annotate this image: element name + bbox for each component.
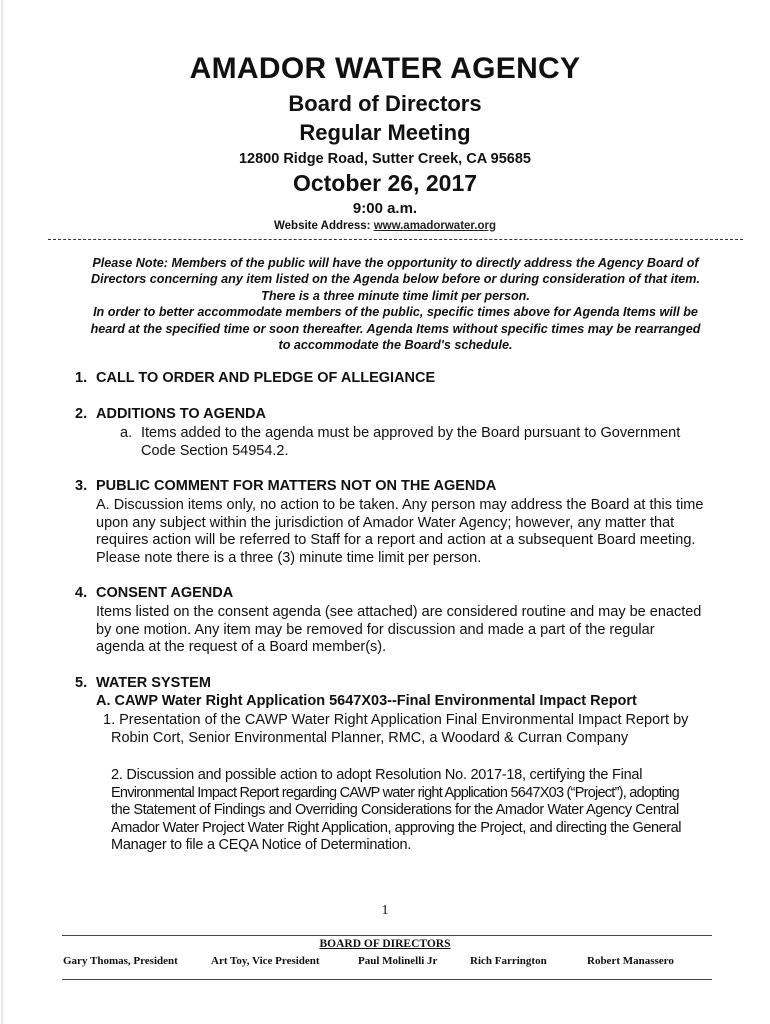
page-number: 1 xyxy=(381,903,389,918)
dashed-divider xyxy=(48,239,743,240)
note-line: There is a three minute time limit per person. xyxy=(261,288,530,303)
item-body xyxy=(96,497,756,567)
meeting-time: 9:00 a.m. xyxy=(352,200,418,217)
body-line: Manager to file a CEQA Notice of Determination. xyxy=(111,837,412,854)
body-line: the Statement of Findings and Overriding Considerations for the Amador Water Agency Central xyxy=(111,802,679,819)
footer-title: BOARD OF DIRECTORS xyxy=(319,938,451,950)
item-body xyxy=(141,425,751,460)
item-paragraph-2 xyxy=(111,767,761,855)
note-line: to accommodate the Board's schedule. xyxy=(278,338,513,353)
meeting-address: 12800 Ridge Road, Sutter Creek, CA 95685 xyxy=(238,151,531,167)
note-line: In order to better accommodate members of the public, specific times above for Agenda Items will be xyxy=(93,305,698,320)
board-title: Board of Directors xyxy=(288,91,482,116)
body-line: Environmental Impact Report regarding CAWP water right Application 5647X03 (“Project”), adopting xyxy=(111,784,679,801)
body-line: Code Section 54954.2. xyxy=(141,442,289,459)
body-line: A. Discussion items only, no action to be taken. Any person may address the Board at this time xyxy=(96,497,704,513)
board-member: Art Toy, Vice President xyxy=(211,955,320,967)
website-line xyxy=(0,220,770,232)
meeting-date: October 26, 2017 xyxy=(292,170,478,196)
item-number: 5. xyxy=(75,675,88,691)
item-title: CONSENT AGENDA xyxy=(96,585,234,601)
board-member: Paul Molinelli Jr xyxy=(358,955,438,967)
meeting-type: Regular Meeting xyxy=(299,120,471,145)
item-number: 4. xyxy=(75,585,88,601)
body-line: agenda at the request of a Board member(s). xyxy=(96,639,387,656)
body-line: 1. Presentation of the CAWP Water Right Application Final Environmental Impact Report by xyxy=(103,712,689,728)
public-note xyxy=(48,255,743,353)
body-line: upon any subject within the jurisdiction of Amador Water Agency; however, any matter that xyxy=(96,514,675,531)
note-line: Directors concerning any item listed on the Agenda below before or during consideration of that item. xyxy=(90,272,700,287)
board-member: Rich Farrington xyxy=(470,955,547,967)
body-line: Items added to the agenda must be approved by the Board pursuant to Government xyxy=(141,425,681,441)
item-title: CALL TO ORDER AND PLEDGE OF ALLEGIANCE xyxy=(96,370,436,386)
body-line: Items listed on the consent agenda (see attached) are considered routine and may be enacted xyxy=(96,604,702,620)
footer-top-rule xyxy=(62,935,712,936)
board-member: Gary Thomas, President xyxy=(63,955,178,967)
item-number: 1. xyxy=(75,370,88,386)
body-line: Robin Cort, Senior Environmental Planner, RMC, a Woodard & Curran Company xyxy=(111,729,629,746)
agency-name: AMADOR WATER AGENCY xyxy=(189,52,581,85)
body-line: 2. Discussion and possible action to adopt Resolution No. 2017-18, certifying the Final xyxy=(111,767,643,783)
item-title: ADDITIONS TO AGENDA xyxy=(96,406,266,422)
body-line: by one motion. Any item may be removed for discussion and made a part of the regular xyxy=(96,621,655,638)
footer-bottom-rule xyxy=(62,979,712,980)
item-subtitle: A. CAWP Water Right Application 5647X03--Final Environmental Impact Report xyxy=(96,693,637,709)
sub-marker: a. xyxy=(120,425,133,441)
item-title: PUBLIC COMMENT FOR MATTERS NOT ON THE AGENDA xyxy=(96,478,497,494)
body-line: Please note there is a three (3) minute time limit per person. xyxy=(96,549,482,566)
note-line: heard at the specified time or soon thereafter. Agenda Items without specific times may be rearranged xyxy=(90,321,701,336)
note-line: Please Note: Members of the public will have the opportunity to directly address the Agency Board of xyxy=(92,256,699,270)
body-line: requires action will be referred to Staff for a report and action at a subsequent Board meeting. xyxy=(96,532,696,549)
website-label: Website Address: xyxy=(274,220,371,232)
item-paragraph-1 xyxy=(103,712,753,747)
item-number: 2. xyxy=(75,406,88,422)
board-member: Robert Manassero xyxy=(587,955,674,967)
item-title: WATER SYSTEM xyxy=(96,675,211,691)
website-link[interactable]: www.amadorwater.org xyxy=(373,220,496,232)
item-body xyxy=(96,604,756,657)
body-line: Amador Water Project Water Right Application, approving the Project, and directing the General xyxy=(111,819,681,836)
item-number: 3. xyxy=(75,478,88,494)
